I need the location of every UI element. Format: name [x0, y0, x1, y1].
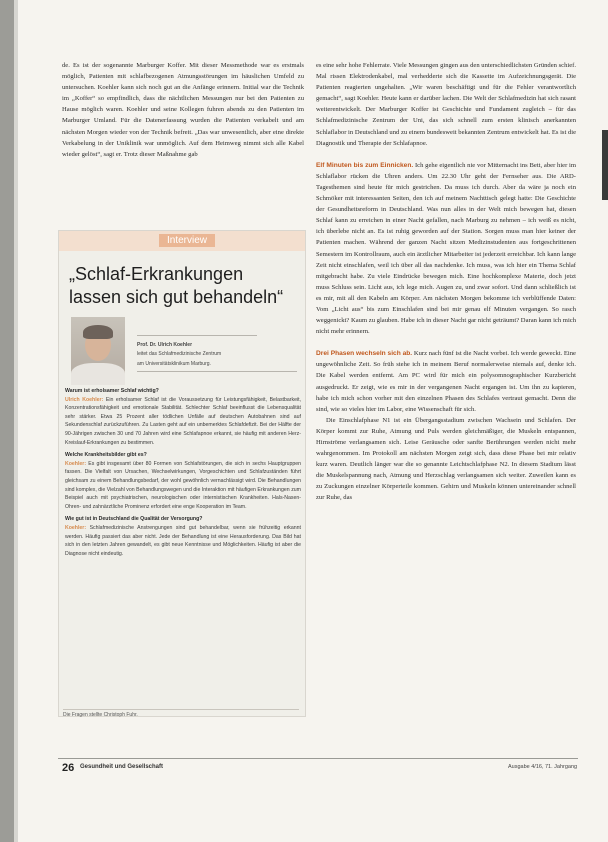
person-top-rule	[137, 335, 257, 336]
subheading-elf-minuten: Elf Minuten bis zum Einnicken.	[316, 161, 414, 169]
page-number: 26	[62, 762, 75, 774]
left-text-column	[62, 60, 304, 160]
right-paragraph-4: Die Einschlafphase N1 ist ein Übergangsstadium zwischen Wachsein und Schlafen. Der Körper kommt zur Ruhe, Atmung und Puls werden gleichmäßiger, die Muskeln entspannen, Hirnströme verlangsamen sich. Leise Geräusche oder sanfte Berührungen werden nicht mehr wahrgenommen. Im Protokoll am nächsten Morgen zeigt sich, dass diese Phase bei mir relativ kurz waren. Deutlich länger war die so genannte Leichtschlafphase N2. In diesem Stadium lässt die Muskelspannung nach, Atmung und Herzschlag verlangsamen sich weiter. Zuweilen kann es zu Zuckungen einzelner Körperteile kommen. Gehirn und Muskeln können untereinander schnell zur Ruhe, das	[316, 416, 576, 502]
page-gutter-highlight	[14, 0, 18, 842]
answer-1-lead: Ulrich Koehler:	[65, 396, 104, 403]
subheading-drei-phasen: Drei Phasen wechseln sich ab.	[316, 350, 413, 358]
answer-3-lead: Koehler:	[65, 524, 87, 531]
left-paragraph: de. Es ist der sogenannte Marburger Koffer. Mit dieser Messmethode war es erstmals möglich, Patienten mit schlafbezogenen Atmungsstörungen im häuslichen Umfeld zu untersuchen. Koehler kann sich noch gut an die Anfänge erinnern. Initial war die Technik im „Koffer“ so empfindlich, dass die nächtlichen Messungen nur bei den Patienten zu Hause möglich waren. Koehler und seine Kollegen fuhren abends zu den Patienten im Marburger Umland. Für die Datenerfassung wurden die Patienten verkabelt und am nächsten Morgen wieder von der Technik befreit. „Das war unwesentlich, aber eine direkte Verkabelung in der Uniklinik war unmöglich. Auf dem Heimweg nimmt sich alle Kabel wieder gelöst“, sagt er. Trotz dieser Maßnahme gab	[62, 62, 304, 158]
interview-credit: Die Fragen stellte Christoph Fuhr.	[63, 709, 299, 718]
right-text-column	[316, 60, 576, 504]
portrait-shoulders	[71, 363, 125, 385]
portrait-hair	[83, 325, 113, 339]
answer-3	[65, 524, 301, 558]
page-footer	[0, 758, 608, 778]
person-info	[137, 341, 297, 369]
answer-1	[65, 396, 301, 448]
page-edge-mark	[602, 130, 608, 200]
question-1: Warum ist erholsamer Schlaf wichtig?	[65, 388, 159, 394]
question-2: Welche Krankheitsbilder gibt es?	[65, 452, 147, 459]
interview-qa	[65, 383, 301, 558]
section-title: Gesundheit und Gesellschaft	[80, 764, 164, 770]
interview-tab-bar	[59, 231, 305, 251]
answer-2-text: Es gibt insgesamt über 80 Formen von Schlafstörungen, die sich in sechs Hauptgruppen fassen. Die Vielfalt von Ursachen, Wechselwirkungen, Vorgeschichten und Schlafzuständen führt gleichsam zu einem Behandlungsbedarf, der wohl gewöhnlich vernachlässigt wird. Die Behandlungen sind komplex, die Vielzahl von Behandlungswegen und die Interaktion mit häufigen Erkrankungen zum Beispiel auch mit psychiatrischen, neurologischen oder internistischen Krankheiten. Hals-Nasen-Ohren- und zahnärztliche Prominenz erfordert eine enge Kooperation im Team.	[65, 460, 301, 510]
person-name: Prof. Dr. Ulrich Koehler	[137, 342, 193, 348]
interview-box	[58, 230, 306, 717]
person-role-line2: am Universitätsklinikum Marburg.	[137, 360, 211, 367]
right-paragraph-1: es eine sehr hohe Fehlerrate. Viele Messungen gingen aus den unterschiedlichsten Gründen schief. Mal rissen Elektrodenkabel, mal verhedderte sich die Kassette im Aufzeichnungsgerät. Die Patienten reagierten ungehalten. „Wir waren beschäftigt und für die Fehler verantwortlich gemacht“, sagt Koehler. Heute kann er darüber lachen. Die Welt der Schlafmedizin hat sich rasant weiterentwickelt. Der Marburger Koffer ist Geschichte und Fundament zugleich – für das Schlafmedizinische Zentrum der Uni, das sich schnell zum ersten klinisch anerkannten Schlaflabor in Deutschland und zu einem bundesweit bekannten Zentrum entwickelt hat. Es ist die Diagnostik und Therapie der Schlafapnoe.	[316, 62, 577, 147]
question-3: Wie gut ist in Deutschland die Qualität der Versorgung?	[65, 516, 203, 523]
right-paragraph-3-text: Kurz nach fünf ist die Nacht vorbei. Ich werde geweckt. Eine ungewöhnliche Zeit. So früh stehe ich in meinem Beruf normalerweise niemals auf, denke ich. Die Kabel werden entfernt. Am PC wird für mich ein polysomnographischer Kurzbericht ausgedruckt. Er zeigt, wie es mir in der vergangenen Nacht ergangen ist. Um ihn zu kapieren, habe ich mich schon vorher mit den einzelnen Phasen des Schlafes vertraut gemacht. Denn die sind, wie so vieles hier im Labor, eine Wissenschaft für sich.	[316, 350, 576, 413]
answer-2-lead: Koehler:	[65, 460, 87, 467]
interview-tab-label: Interview	[159, 234, 215, 247]
person-bottom-rule	[137, 371, 297, 372]
footer-rule	[58, 758, 578, 759]
interview-title: „Schlaf-Erkrankungen lassen sich gut behandeln“	[69, 264, 284, 307]
answer-3-text: Schlafmedizinische Anstrengungen sind gut behandelbar, wenn sie frühzeitig erkannt werden. Häufig passiert das aber nicht. Jede der Behandlung ist eine Herausforderung. Das Bild hat sich in den letzten Jahren gewandelt, es gibt neue Kenntnisse und Möglichkeiten. Häufig ist aber die Diagnose nicht eindeutig.	[65, 524, 301, 557]
right-paragraph-2-text: Ich gehe eigentlich nie vor Mitternacht ins Bett, aber hier im Schlaflabor rücken die Uhren anders. Um 22.30 Uhr geht der Fernseher aus. Die ARD-Tagesthemen sind heute für mich gestrichen. Da muss ich durch. Aber da wäre ja noch ein Schmöker mit interessanten Seiten, den ich auf meinem Nachttisch gelegt hatte: Die Geschichte der Gesundheitsreform in Deutschland. Was nun alles in der Welt mich bewegen hat, diesen Schlaf kann zu erreichen in einer Nacht gefallen, nach Marburg zu nehmen – ich weiß es nicht, ich überlebe nicht an. Es ist ruhig geworden auf der Station. Sorgen muss man hier keiner der Patienten machen. Während der ganzen Nacht sitzen Medizinstudenten aus fortgeschrittenen Semestern im Kontrollraum, auch ein ärztlicher Mitarbeiter ist jederzeit erreichbar. Ich kann lange Zeit nicht einschlafen, weil ich über all das nachdenke. Ich muss, was ich hier ein Thema Schlaf mitgebracht habe. Zu viele Eindrücke bewegen mich. Eine hochkomplexe Materie, doch jetzt muss Schluss sein. Licht aus, ich lege mich. Augen zu, und zwar sofort. Und dann schließlich ist es mir, mit all den Kabeln am Körper. Am nächsten Morgen bekomme ich verblüffende Daten: Vom „Licht aus“ bis zum Einschlafen sind bei mir genau elf Minuten vergangen. So rasch weggenickt? Kaum zu glauben. Habe ich in dieser Nacht gar nicht geträumt? Daran kann ich mich nicht mehr erinnern.	[316, 161, 577, 336]
person-role-line1: leitet das Schlafmedizinische Zentrum	[137, 351, 222, 358]
answer-2	[65, 460, 301, 512]
issue-info: Ausgabe 4/16, 71. Jahrgang	[508, 764, 578, 770]
right-paragraph-2	[316, 160, 576, 338]
right-paragraph-3	[316, 348, 576, 415]
portrait-photo	[71, 317, 125, 385]
answer-1-text: Ein erholsamer Schlaf ist die Voraussetzung für Leistungsfähigkeit, Belastbarkeit, Konzentrationsfähigkeit und emotionale Stabilität. Schlechter Schlaf beeinflusst die Lebensqualität sehr stärker. Etwa 25 Prozent aller tödlichen Unfälle auf deutschen Autobahnen sind auf Sekundenschlaf zurückzuführen. Zu Lasten geht auf ein unbemerktes Schlafdefizit. Bei der Hälfte der 90-Jährigen zwischen 30 und 70 Jahren wird eine Schlafapnoe erkannt, sie häufig mit anderen Herz-Kreislauf-Erkrankungen zu bestimmen.	[65, 396, 301, 446]
